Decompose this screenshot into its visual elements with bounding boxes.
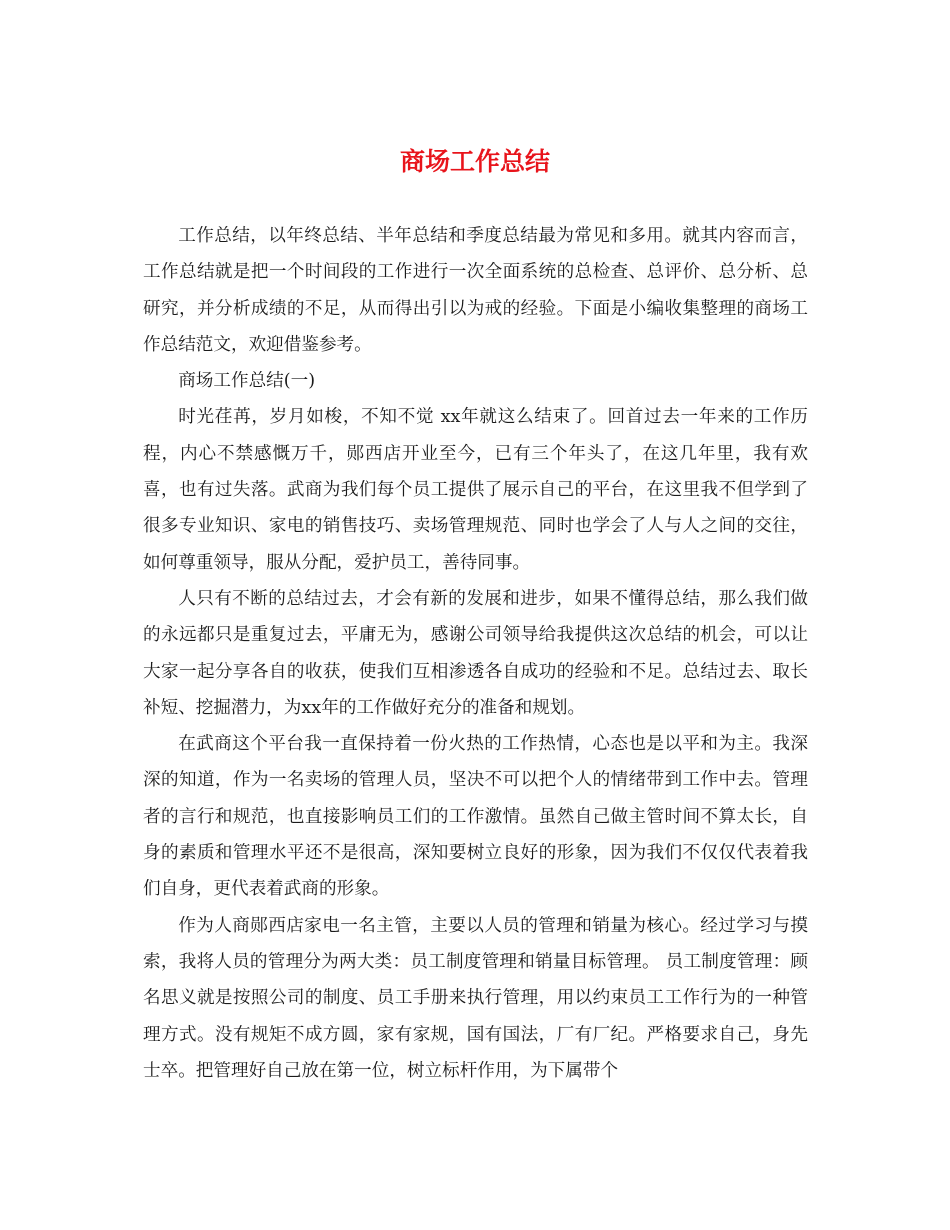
paragraph: 在武商这个平台我一直保持着一份火热的工作热情，心态也是以平和为主。我深深的知道，作为一名卖场的管理人员，坚决不可以把个人的情绪带到工作中去。管理者的言行和规范，也直接影响员工们的工作激情。虽然自己做主管时间不算太长，自身的素质和管理水平还不是很高，深知要树立良好的形象，因为我们不仅仅代表着我们自身，更代表着武商的形象。 — [143, 734, 808, 900]
paragraph: 作为人商郧西店家电一名主管，主要以人员的管理和销量为核心。经过学习与摸索，我将人员的管理分为两大类：员工制度管理和销量目标管理。 员工制度管理：顾名思义就是按照公司的制度、员工手册来执行管理，用以约束员工工作行为的一种管理方式。没有规矩不成方圆，家有家规，国有国法，厂有厂纪。严格要求自己，身先士卒。把管理好自己放在第一位，树立标杆作用，为下属带个 — [143, 915, 808, 1081]
paragraph: 人只有不断的总结过去，才会有新的发展和进步，如果不懂得总结，那么我们做的永远都只是重复过去，平庸无为，感谢公司领导给我提供这次总结的机会，可以让大家一起分享各自的收获，使我们互相渗透各自成功的经验和不足。总结过去、取长补短、挖掘潜力，为xx年的工作做好充分的准备和规划。 — [143, 588, 808, 718]
paragraph: 时光荏苒，岁月如梭，不知不觉 xx年就这么结束了。回首过去一年来的工作历程，内心不禁感慨万千，郧西店开业至今，已有三个年头了，在这几年里，我有欢喜，也有过失落。武商为我们每个员工提供了展示自己的平台，在这里我不但学到了很多专业知识、家电的销售技巧、卖场管理规范、同时也学会了人与人之间的交往，如何尊重领导，服从分配，爱护员工，善待同事。 — [143, 407, 808, 573]
document-title: 商场工作总结 — [399, 147, 550, 176]
section-heading: 商场工作总结(一) — [178, 371, 316, 392]
paragraph-intro: 工作总结，以年终总结、半年总结和季度总结最为常见和多用。就其内容而言，工作总结就是把一个时间段的工作进行一次全面系统的总检查、总评价、总分析、总研究，并分析成绩的不足，从而得出引以为戒的经验。下面是小编收集整理的商场工作总结范文，欢迎借鉴参考。 — [143, 226, 808, 355]
document-body — [143, 218, 808, 1089]
